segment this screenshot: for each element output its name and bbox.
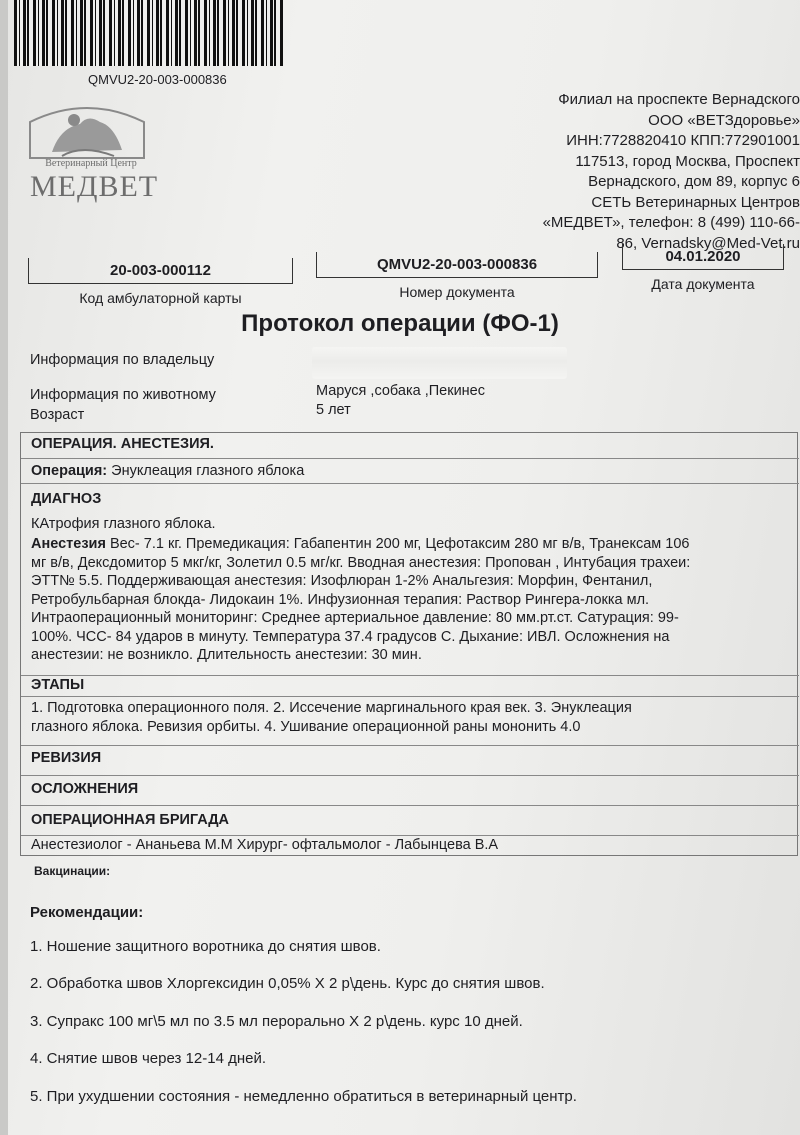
section-team: ОПЕРАЦИОННАЯ БРИГАДА <box>31 812 230 828</box>
anesthesia-line <box>31 535 800 554</box>
doc-number-field <box>316 252 598 300</box>
recommendation-item: 5. При ухудшении состояния - немедленно обратиться в ветеринарный центр. <box>30 1088 577 1105</box>
doc-number-value: QMVU2-20-003-000836 <box>316 252 598 278</box>
anesthesia-label: Анестезия <box>31 536 106 552</box>
card-number-label: Код амбулаторной карты <box>79 290 242 306</box>
team-value: Анестезиолог - Ананьева М.М Хирург- офтальмолог - Лабынцева В.А <box>31 837 499 853</box>
diagnosis-value: КАтрофия глазного яблока. <box>31 516 216 532</box>
card-number-field <box>28 258 293 306</box>
doc-number-label: Номер документа <box>399 284 515 300</box>
card-number-value: 20-003-000112 <box>28 258 293 284</box>
logo-name: МЕДВЕТ <box>30 170 159 203</box>
operation-value: Энуклеация глазного яблока <box>111 463 305 479</box>
section-stages: ЭТАПЫ <box>31 677 85 693</box>
stages-line: глазного яблока. Ревизия орбиты. 4. Ушивание операционной раны мононить 4.0 <box>31 718 581 735</box>
row-divider <box>21 805 799 806</box>
doc-date-label: Дата документа <box>651 276 755 292</box>
operation-label: Операция: <box>31 463 108 479</box>
anesthesia-line-text: Вес- 7.1 кг. Премедикация: Габапентин 200 мг, Цефотаксим 280 мг в/в, Транексам 106 <box>105 536 690 552</box>
clinic-logo <box>22 100 159 210</box>
row-divider <box>21 458 799 459</box>
doc-date-value: 04.01.2020 <box>622 244 784 270</box>
anesthesia-line: мг в/в, Дексдомитор 5 мкг/кг, Золетил 0.5 мг/кг. Вводная анестезия: Пропован , Интубация трахеи: <box>31 554 691 571</box>
anesthesia-block <box>31 535 800 665</box>
clinic-line: Филиал на проспекте Вернадского <box>558 91 800 108</box>
age-label: Возраст <box>30 407 85 423</box>
row-divider <box>21 745 799 746</box>
clinic-line: «МЕДВЕТ», телефон: 8 (499) 110-66- <box>542 214 800 231</box>
animal-label: Информация по животному <box>30 387 216 403</box>
section-diagnosis: ДИАГНОЗ <box>31 491 102 507</box>
stages-block <box>31 699 800 736</box>
anesthesia-line: анестезии: не возникло. Длительность анестезии: 30 мин. <box>31 647 422 663</box>
age-value: 5 лет <box>316 402 351 418</box>
row-divider <box>21 483 799 484</box>
anesthesia-line: 100%. ЧСС- 84 ударов в минуту. Температура 37.4 градусов С. Дыхание: ИВЛ. Осложнения на <box>31 628 670 645</box>
row-divider <box>21 696 799 697</box>
clinic-line: 117513, город Москва, Проспект <box>575 152 800 170</box>
clinic-line: Вернадского, дом 89, корпус 6 <box>588 173 800 190</box>
section-operation-anesthesia: ОПЕРАЦИЯ. АНЕСТЕЗИЯ. <box>31 436 214 452</box>
stages-line: 1. Подготовка операционного поля. 2. Иссечение маргинального края век. 3. Энуклеация <box>31 700 632 716</box>
owner-label: Информация по владельцу <box>30 352 215 368</box>
logo-subtitle: Ветеринарный Центр <box>45 158 137 169</box>
anesthesia-line: Интраоперационный мониторинг: Среднее артериальное давление: 80 мм.рт.ст. Сатурация: 99- <box>31 610 679 626</box>
barcode-text: QMVU2-20-003-000836 <box>88 72 227 87</box>
anesthesia-line: Ретробульбарная блокда- Лидокаин 1%. Инфузионная терапия: Раствор Рингера-локка мл. <box>31 591 650 608</box>
recommendation-item: 4. Снятие швов через 12-14 дней. <box>30 1050 267 1067</box>
vaccinations-label: Вакцинации: <box>34 864 111 878</box>
recommendation-item: 1. Ношение защитного воротника до снятия швов. <box>30 938 381 955</box>
section-complications: ОСЛОЖНЕНИЯ <box>31 781 139 797</box>
row-divider <box>21 675 799 676</box>
recommendations-heading: Рекомендации: <box>30 904 144 921</box>
section-revision: РЕВИЗИЯ <box>31 750 102 766</box>
recommendation-item: 3. Супракс 100 мг\5 мл по 3.5 мл перорально Х 2 р\день. курс 10 дней. <box>30 1013 523 1030</box>
clinic-line: 86, Vernadsky@Med-Vet.ru <box>616 234 800 252</box>
recommendation-item: 2. Обработка швов Хлоргексидин 0,05% Х 2 р\день. Курс до снятия швов. <box>30 975 545 992</box>
barcode <box>14 0 284 66</box>
anesthesia-line: ЭТТ№ 5.5. Поддерживающая анестезия: Изофлюран 1-2% Анальгезия: Морфин, Фентанил, <box>31 573 653 589</box>
owner-redacted-block <box>312 347 567 379</box>
row-divider <box>21 775 799 776</box>
clinic-line: ИНН:7728820410 КПП:772901001 <box>566 132 800 149</box>
clinic-line: СЕТЬ Ветеринарных Центров <box>591 193 800 211</box>
clinic-line: ООО «ВЕТЗдоровье» <box>648 111 800 129</box>
animal-value: Маруся ,собака ,Пекинес <box>316 383 486 399</box>
doc-date-field <box>622 244 784 292</box>
clinic-address-block <box>480 90 800 254</box>
document-title: Протокол операции (ФО-1) <box>241 310 559 337</box>
operation-row <box>31 462 800 481</box>
